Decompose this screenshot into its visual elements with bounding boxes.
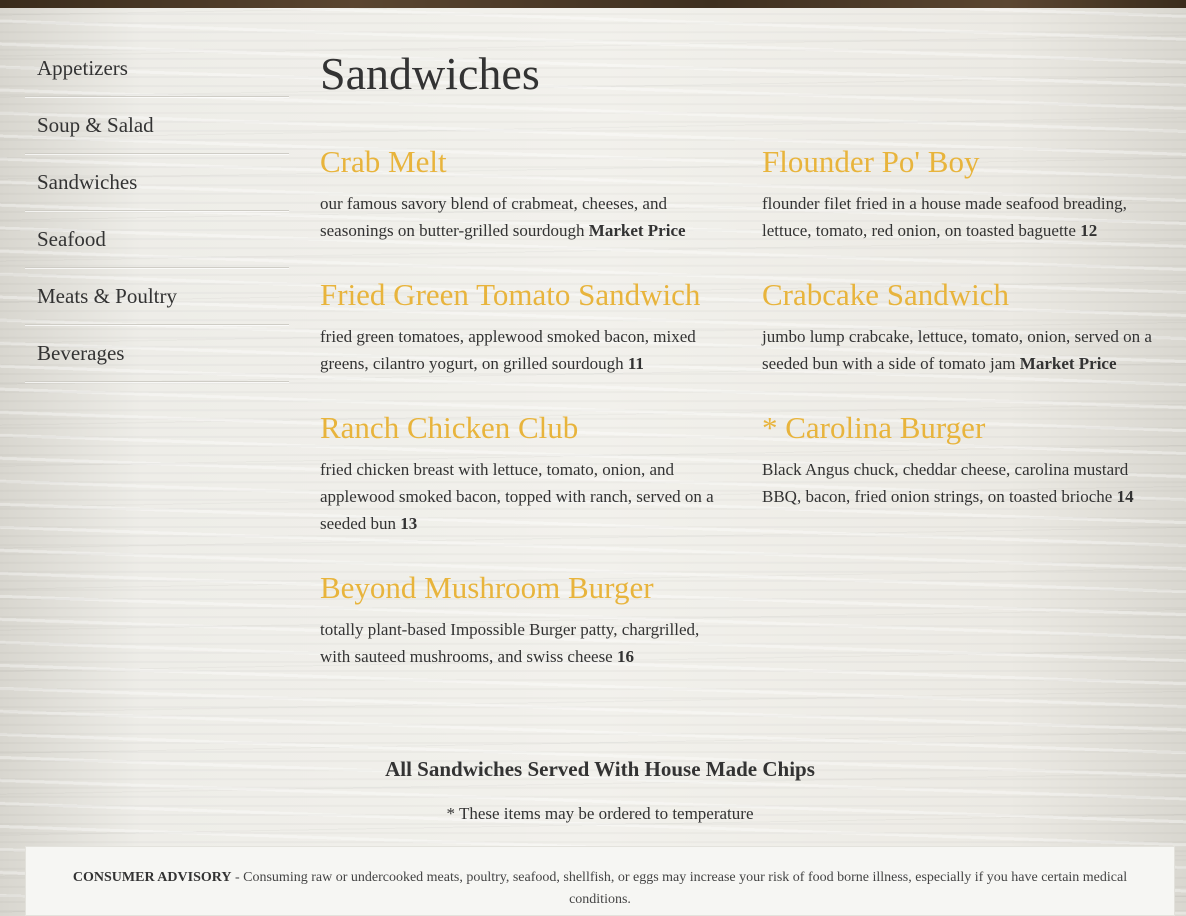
menu-item-price: 14 — [1116, 487, 1134, 507]
menu-item-fried-green-tomato-sandwich — [320, 276, 732, 377]
menu-item-price: Market Price — [588, 221, 686, 241]
menu-item-name: Crab Melt — [320, 144, 447, 179]
sidebar-item-seafood[interactable]: Seafood — [25, 211, 289, 268]
description-text: fried green tomatoes, applewood smoked bacon, mixed greens, cilantro yogurt, on grilled sourdough — [320, 327, 696, 374]
menu-item-flounder-po-boy — [762, 143, 1166, 244]
menu-item-price: 13 — [400, 514, 418, 534]
menu-item-name: Crabcake Sandwich — [762, 277, 1010, 312]
menu-item-name: Ranch Chicken Club — [320, 410, 579, 445]
menu-item-description — [762, 190, 1166, 244]
sidebar-item-sandwiches[interactable]: Sandwiches — [25, 154, 289, 211]
menu-item-carolina-burger — [762, 409, 1166, 510]
description-text: flounder filet fried in a house made seafood breading, lettuce, tomato, red onion, on toasted baguette — [762, 194, 1127, 241]
menu-item-ranch-chicken-club — [320, 409, 732, 537]
category-sidebar — [25, 40, 289, 382]
menu-item-description — [320, 616, 732, 670]
menu-item-description — [320, 323, 732, 377]
menu-item-description — [762, 323, 1166, 377]
menu-item-description — [762, 456, 1166, 510]
menu-item-price: 16 — [616, 647, 634, 667]
menu-item-name: Fried Green Tomato Sandwich — [320, 277, 701, 312]
sidebar-item-meats-poultry[interactable]: Meats & Poultry — [25, 268, 289, 325]
menu-item-price: 11 — [627, 354, 644, 374]
description-text: fried chicken breast with lettuce, tomato, onion, and applewood smoked bacon, topped with ranch, served on a seeded bun — [320, 460, 714, 534]
advisory-text: - Consuming raw or undercooked meats, poultry, seafood, shellfish, or eggs may increase your risk of food borne illness, especially if you have certain medical conditions. — [231, 870, 1128, 907]
menu-item-price: Market Price — [1019, 354, 1117, 374]
sidebar-item-soup-salad[interactable]: Soup & Salad — [25, 97, 289, 154]
description-text: our famous savory blend of crabmeat, cheeses, and seasonings on butter-grilled sourdough — [320, 194, 667, 241]
menu-item-description — [320, 456, 732, 537]
menu-item-crab-melt — [320, 143, 732, 244]
menu-item-name: * Carolina Burger — [762, 410, 986, 445]
description-text: totally plant-based Impossible Burger patty, chargrilled, with sauteed mushrooms, and swiss cheese — [320, 620, 700, 667]
header-wood-strip — [0, 0, 1186, 8]
sidebar-item-appetizers[interactable]: Appetizers — [25, 40, 289, 97]
description-text: Black Angus chuck, cheddar cheese, carolina mustard BBQ, bacon, fried onion strings, on toasted brioche — [762, 460, 1129, 507]
menu-item-description — [320, 190, 732, 244]
consumer-advisory-box — [25, 846, 1175, 916]
menu-item-price: 12 — [1080, 221, 1098, 241]
menu-item-name: Beyond Mushroom Burger — [320, 570, 654, 605]
served-with-chips-note: All Sandwiches Served With House Made Chips — [385, 757, 815, 781]
menu-item-crabcake-sandwich — [762, 276, 1166, 377]
description-text: jumbo lump crabcake, lettuce, tomato, onion, served on a seeded bun with a side of tomato jam — [762, 327, 1152, 374]
sidebar-item-beverages[interactable]: Beverages — [25, 325, 289, 382]
advisory-label: CONSUMER ADVISORY — [72, 870, 232, 885]
menu-item-name: Flounder Po' Boy — [762, 144, 980, 179]
temperature-note: * These items may be ordered to temperature — [446, 804, 754, 823]
page-title: Sandwiches — [320, 48, 540, 99]
menu-item-beyond-mushroom-burger — [320, 569, 732, 670]
